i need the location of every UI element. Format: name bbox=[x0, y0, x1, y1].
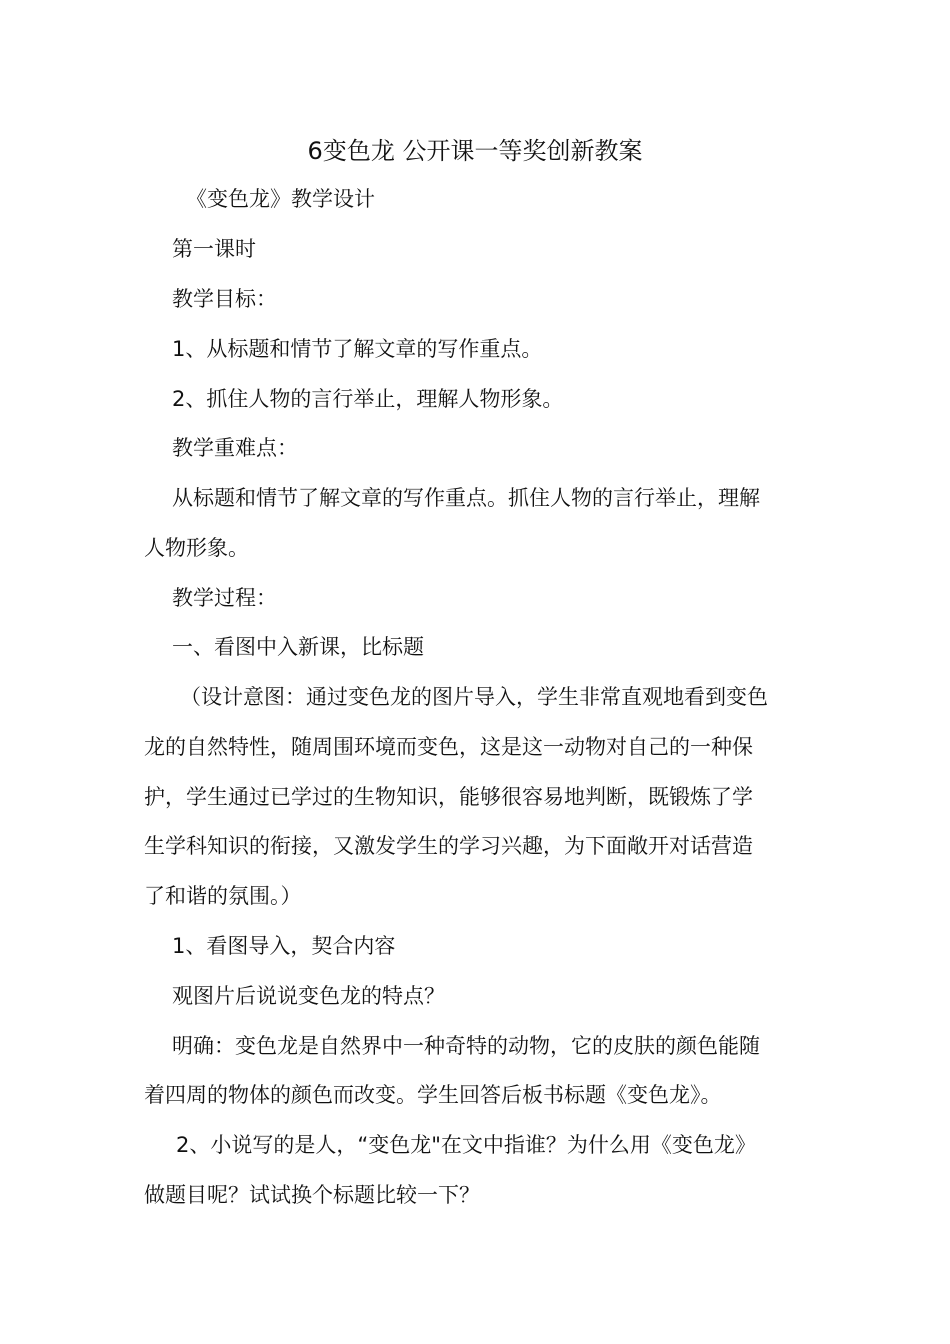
goal-item-2: 2、抓住人物的言行举止，理解人物形象。 bbox=[172, 387, 564, 411]
sub-step-1: 1、看图导入，契合内容 bbox=[172, 934, 396, 958]
question-1: 观图片后说说变色龙的特点？ bbox=[172, 984, 445, 1008]
sub-step-2-line-1: 2、小说写的是人，“变色龙"在文中指谁？为什么用《变色龙》 bbox=[176, 1133, 756, 1157]
goal-item-1: 1、从标题和情节了解文章的写作重点。 bbox=[172, 337, 543, 361]
document-subtitle: 《变色龙》教学设计 bbox=[186, 187, 375, 211]
key-points-paragraph-line-1: 从标题和情节了解文章的写作重点。抓住人物的言行举止，理解 bbox=[172, 486, 760, 510]
design-intent-line-4: 生学科知识的衔接，又激发学生的学习兴趣，为下面敞开对话营造 bbox=[144, 834, 753, 858]
design-intent-line-5: 了和谐的氛围。） bbox=[144, 884, 302, 908]
process-heading: 教学过程： bbox=[172, 586, 277, 610]
process-step-1: 一、看图中入新课，比标题 bbox=[172, 635, 424, 659]
key-points-heading: 教学重难点： bbox=[172, 436, 298, 460]
answer-line-2: 着四周的物体的颜色而改变。学生回答后板书标题《变色龙》。 bbox=[144, 1083, 722, 1107]
design-intent-line-2: 龙的自然特性，随周围环境而变色，这是这一动物对自己的一种保 bbox=[144, 735, 753, 759]
key-points-paragraph-line-2: 人物形象。 bbox=[144, 536, 249, 560]
sub-step-2-line-2: 做题目呢？试试换个标题比较一下？ bbox=[144, 1183, 480, 1207]
answer-line-1: 明确：变色龙是自然界中一种奇特的动物，它的皮肤的颜色能随 bbox=[172, 1034, 760, 1058]
goals-heading: 教学目标： bbox=[172, 287, 277, 311]
design-intent-line-1: （设计意图：通过变色龙的图片导入，学生非常直观地看到变色 bbox=[180, 685, 768, 709]
document-title: 6变色龙 公开课一等奖创新教案 bbox=[307, 137, 643, 165]
lesson-label: 第一课时 bbox=[172, 237, 256, 261]
design-intent-line-3: 护，学生通过已学过的生物知识，能够很容易地判断，既锻炼了学 bbox=[144, 785, 753, 809]
